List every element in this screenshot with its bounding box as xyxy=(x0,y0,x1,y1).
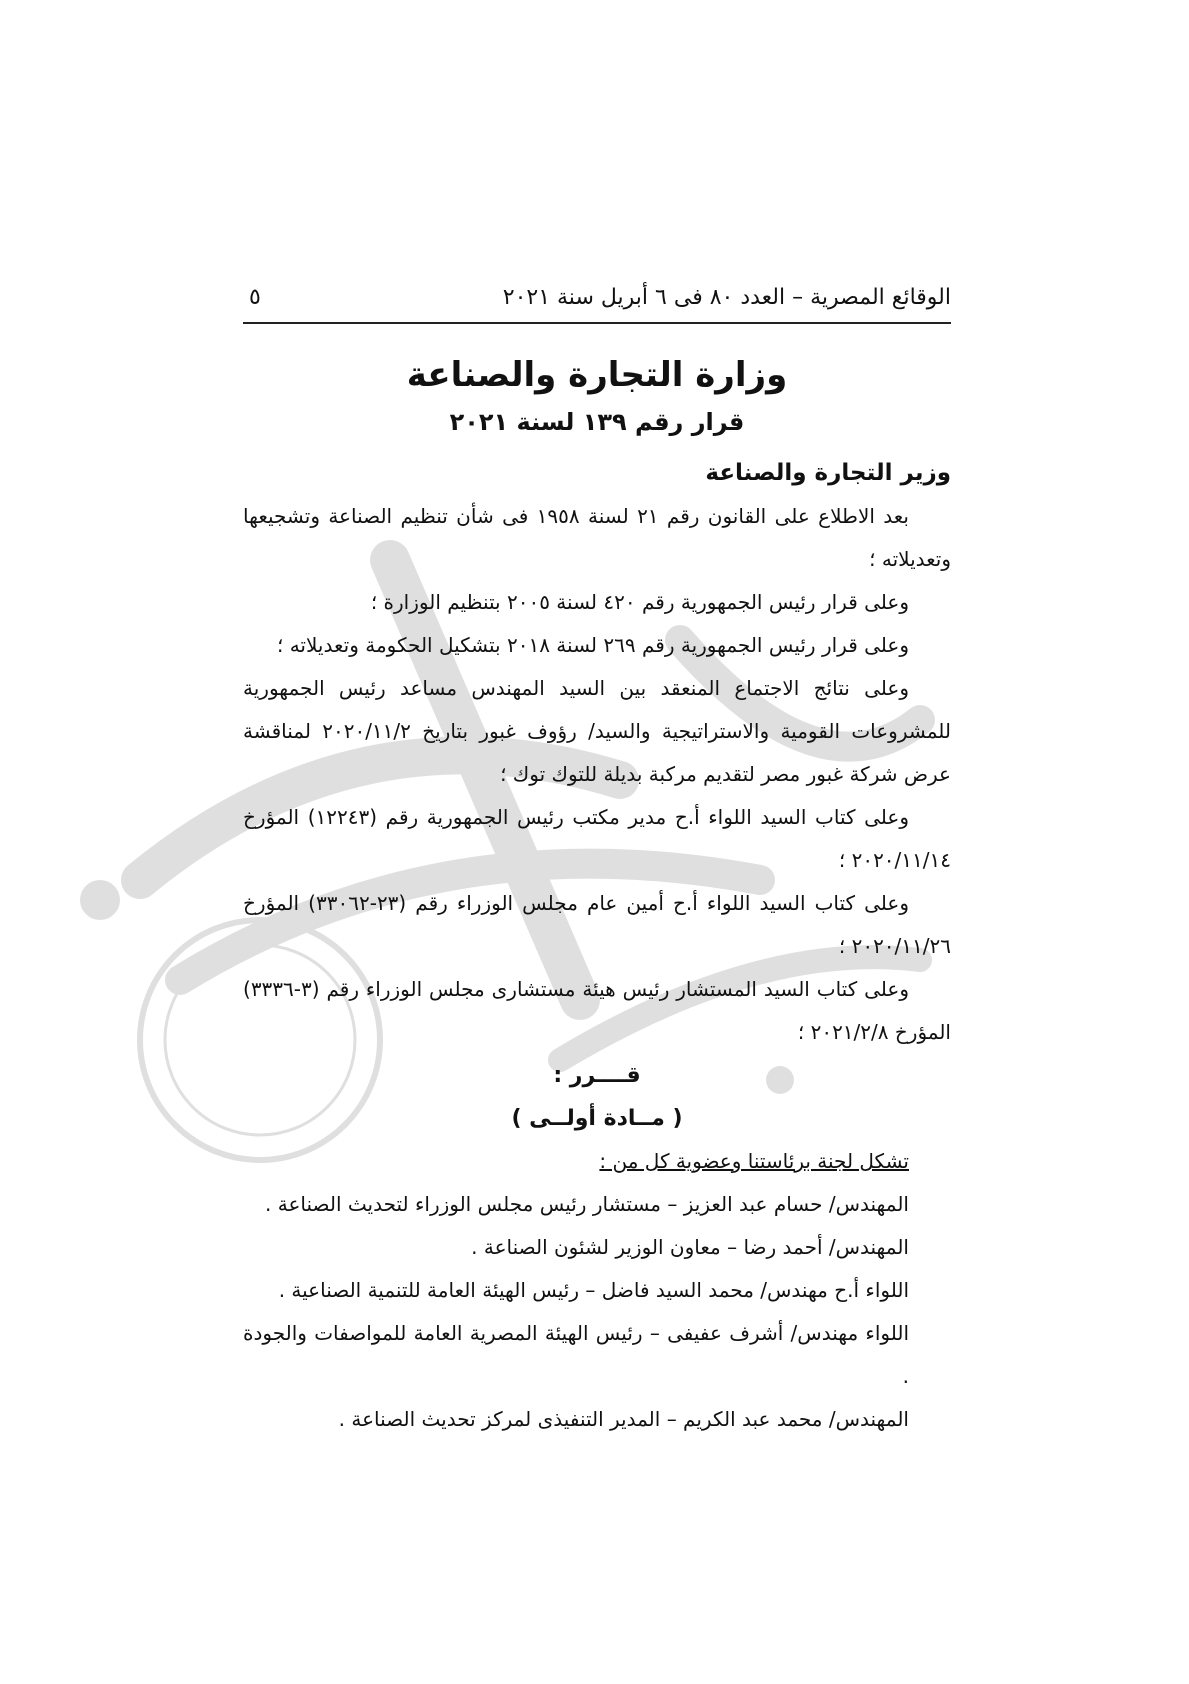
page-header xyxy=(243,272,951,324)
ministry-title: وزارة التجارة والصناعة xyxy=(406,355,788,395)
preamble-paragraph: وعلى قرار رئيس الجمهورية رقم ٢٦٩ لسنة ٢٠١٨ بتشكيل الحكومة وتعديلاته ؛ xyxy=(276,633,909,657)
preamble-paragraph: وعلى قرار رئيس الجمهورية رقم ٤٢٠ لسنة ٢٠٠٥ بتنظيم الوزارة ؛ xyxy=(370,590,909,614)
decree-title: قرار رقم ١٣٩ لسنة ٢٠٢١ xyxy=(449,408,745,436)
document-body xyxy=(243,452,951,1441)
decides-heading: قــــرر : xyxy=(553,1063,641,1088)
member-item: اللواء مهندس/ أشرف عفيفى – رئيس الهيئة المصرية العامة للمواصفات والجودة . xyxy=(243,1321,909,1388)
page-number: ٥ xyxy=(249,284,261,310)
committee-members xyxy=(243,1140,951,1441)
member-item: المهندس/ أحمد رضا – معاون الوزير لشئون الصناعة . xyxy=(471,1235,909,1259)
member-item: اللواء أ.ح مهندس/ محمد السيد فاضل – رئيس الهيئة العامة للتنمية الصناعية . xyxy=(278,1278,909,1302)
minister-heading: وزير التجارة والصناعة xyxy=(705,460,951,486)
member-item: المهندس/ حسام عبد العزيز – مستشار رئيس مجلس الوزراء لتحديث الصناعة . xyxy=(265,1192,909,1216)
article-heading: ( مــادة أولــى ) xyxy=(511,1106,683,1131)
preamble-paragraph: بعد الاطلاع على القانون رقم ٢١ لسنة ١٩٥٨ فى شأن تنظيم الصناعة وتشجيعها وتعديلاته ؛ xyxy=(243,504,951,571)
preamble-paragraph: وعلى كتاب السيد المستشار رئيس هيئة مستشارى مجلس الوزراء رقم (٣-٣٣٣٦) المؤرخ ٢٠٢١/٢/٨ ؛ xyxy=(243,977,951,1044)
preamble-paragraph: وعلى كتاب السيد اللواء أ.ح مدير مكتب رئيس الجمهورية رقم (١٢٢٤٣) المؤرخ ٢٠٢٠/١١/١٤ ؛ xyxy=(243,805,951,872)
article-intro: تشكل لجنة برئاستنا وعضوية كل من : xyxy=(599,1149,909,1173)
preamble-paragraph: وعلى كتاب السيد اللواء أ.ح أمين عام مجلس الوزراء رقم (٢٣-٣٣٠٦٢) المؤرخ ٢٠٢٠/١١/٢٦ ؛ xyxy=(243,891,951,958)
running-title: الوقائع المصرية – العدد ٨٠ فى ٦ أبريل سنة ٢٠٢١ xyxy=(502,284,951,310)
preamble-paragraph: وعلى نتائج الاجتماع المنعقد بين السيد المهندس مساعد رئيس الجمهورية للمشروعات القومية والاستراتيجية والسيد/ رؤوف غبور بتاريخ ٢٠٢٠/١١/٢ لمناقشة عرض شركة غبور مصر لتقديم مركبة بديلة للتوك توك ؛ xyxy=(243,676,951,786)
member-item: المهندس/ محمد عبد الكريم – المدير التنفيذى لمركز تحديث الصناعة . xyxy=(338,1407,909,1431)
